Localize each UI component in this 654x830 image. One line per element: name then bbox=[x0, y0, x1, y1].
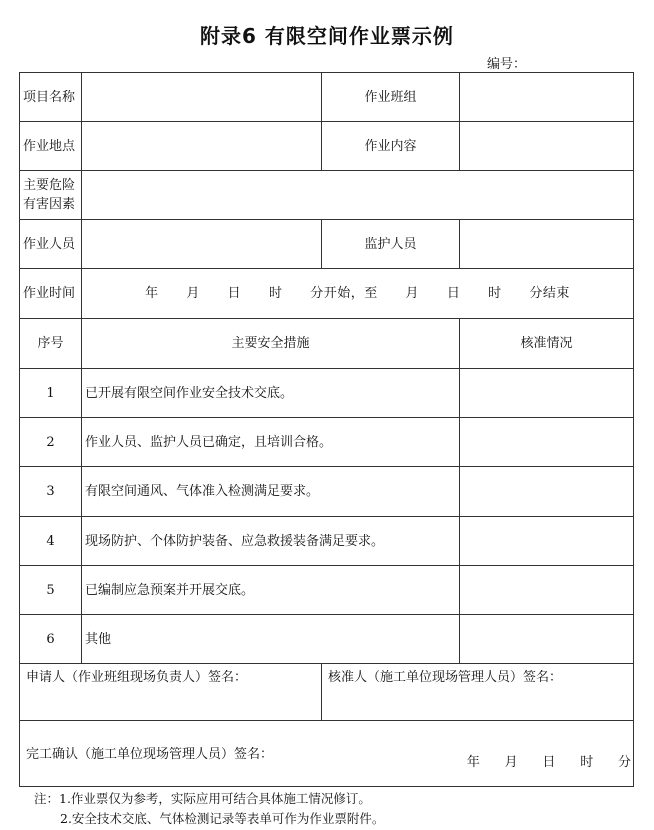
field-work-time[interactable]: 年 月 日 时 分开始，至 月 日 时 分结束 bbox=[82, 269, 634, 319]
table-row bbox=[20, 369, 634, 418]
table-row bbox=[20, 73, 634, 122]
measure-no: 4 bbox=[20, 517, 82, 566]
header-no: 序号 bbox=[20, 319, 82, 369]
field-project-name[interactable] bbox=[82, 73, 322, 122]
page-title: 附录6 有限空间作业票示例 bbox=[200, 24, 454, 48]
measure-no: 5 bbox=[20, 566, 82, 615]
completion-date-line: 年 月 日 时 分 bbox=[466, 755, 631, 770]
table-row bbox=[20, 171, 634, 220]
measure-check-field[interactable] bbox=[460, 369, 634, 418]
field-work-location[interactable] bbox=[82, 122, 322, 171]
measure-no: 2 bbox=[20, 418, 82, 467]
measure-check-field[interactable] bbox=[460, 615, 634, 664]
label-workers: 作业人员 bbox=[20, 220, 82, 269]
note-line-1: 注：1.作业票仅为参考，实际应用可结合具体施工情况修订。 bbox=[34, 791, 371, 806]
measure-no: 1 bbox=[20, 369, 82, 418]
header-measure: 主要安全措施 bbox=[82, 319, 460, 369]
table-row bbox=[20, 418, 634, 467]
label-project-name: 项目名称 bbox=[20, 73, 82, 122]
label-hazards-line2: 有害因素 bbox=[23, 197, 76, 212]
measure-check-field[interactable] bbox=[460, 566, 634, 615]
measure-no: 6 bbox=[20, 615, 82, 664]
measure-text: 已编制应急预案并开展交底。 bbox=[82, 566, 460, 615]
measure-text: 已开展有限空间作业安全技术交底。 bbox=[82, 369, 460, 418]
completion-signature-field[interactable] bbox=[20, 721, 634, 787]
field-supervisors[interactable] bbox=[460, 220, 634, 269]
completion-signature-label: 完工确认（施工单位现场管理人员）签名： bbox=[26, 747, 274, 762]
label-supervisors: 监护人员 bbox=[322, 220, 460, 269]
measure-text: 其他 bbox=[82, 615, 460, 664]
measure-check-field[interactable] bbox=[460, 418, 634, 467]
field-hazards[interactable] bbox=[82, 171, 634, 220]
table-row bbox=[20, 467, 634, 517]
field-work-team[interactable] bbox=[460, 73, 634, 122]
label-work-content: 作业内容 bbox=[322, 122, 460, 171]
work-permit-table bbox=[19, 72, 634, 787]
completion-row bbox=[20, 721, 634, 787]
notes bbox=[34, 789, 384, 829]
field-workers[interactable] bbox=[82, 220, 322, 269]
header-check: 核准情况 bbox=[460, 319, 634, 369]
label-work-time: 作业时间 bbox=[20, 269, 82, 319]
measures-header-row bbox=[20, 319, 634, 369]
measure-check-field[interactable] bbox=[460, 517, 634, 566]
measure-text: 作业人员、监护人员已确定，且培训合格。 bbox=[82, 418, 460, 467]
measure-text: 有限空间通风、气体准入检测满足要求。 bbox=[82, 467, 460, 517]
measure-no: 3 bbox=[20, 467, 82, 517]
table-row bbox=[20, 566, 634, 615]
measure-text: 现场防护、个体防护装备、应急救援装备满足要求。 bbox=[82, 517, 460, 566]
table-row bbox=[20, 122, 634, 171]
label-work-team: 作业班组 bbox=[322, 73, 460, 122]
document-number-label: 编号： bbox=[487, 57, 527, 72]
table-row bbox=[20, 615, 634, 664]
table-row bbox=[20, 269, 634, 319]
measure-check-field[interactable] bbox=[460, 467, 634, 517]
applicant-signature-field[interactable]: 申请人（作业班组现场负责人）签名： bbox=[20, 664, 322, 721]
label-hazards-line1: 主要危险 bbox=[23, 178, 76, 193]
label-hazards bbox=[20, 171, 82, 220]
field-work-content[interactable] bbox=[460, 122, 634, 171]
note-line-2: 2.安全技术交底、气体检测记录等表单可作为作业票附件。 bbox=[60, 811, 385, 826]
approver-signature-field[interactable]: 核准人（施工单位现场管理人员）签名： bbox=[322, 664, 634, 721]
table-row bbox=[20, 220, 634, 269]
label-work-location: 作业地点 bbox=[20, 122, 82, 171]
table-row bbox=[20, 517, 634, 566]
signature-row bbox=[20, 664, 634, 721]
